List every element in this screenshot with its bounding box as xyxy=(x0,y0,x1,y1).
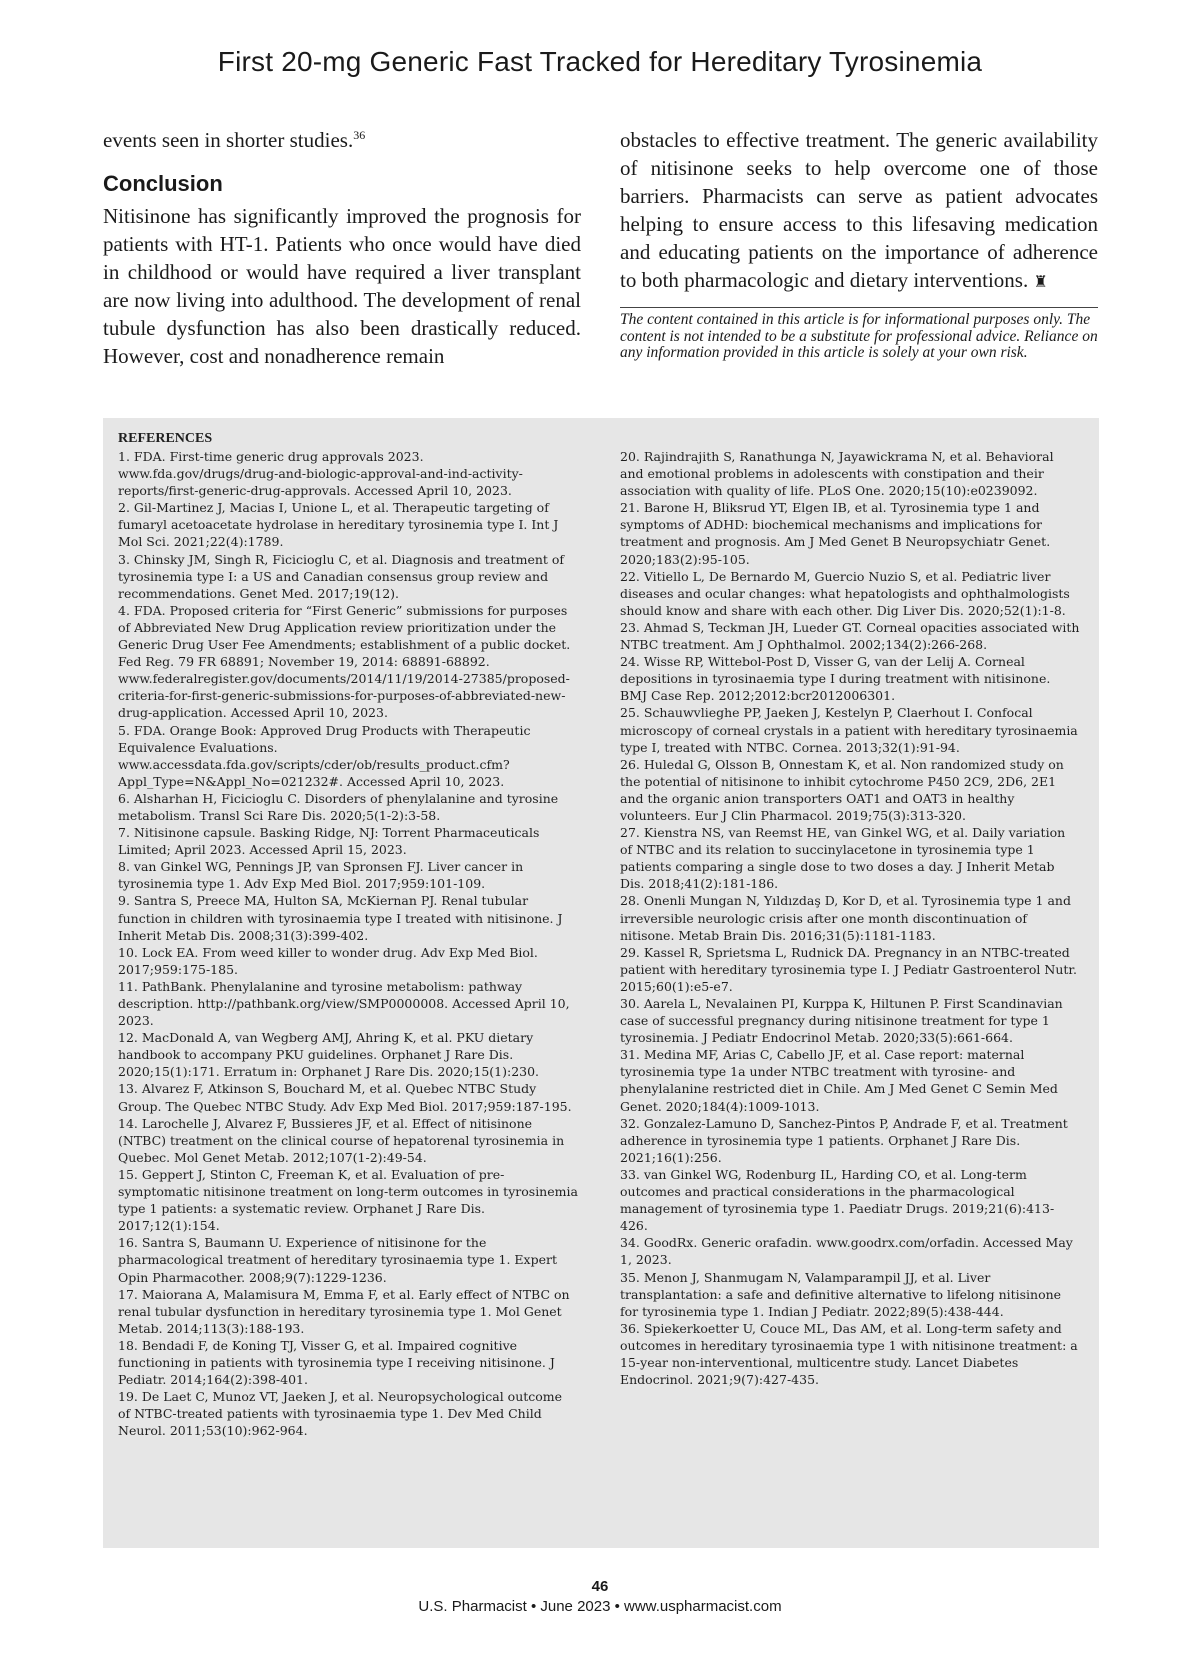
reference-item: 35. Menon J, Shanmugam N, Valamparampil JJ, et al. Liver transplantation: a safe and definitive alternative to lifelong nitisinone for tyrosinemia type 1. Indian J Pediatr. 2022;89(5):438-444. xyxy=(620,1269,1062,1319)
reference-item: 9. Santra S, Preece MA, Hulton SA, McKiernan PJ. Renal tubular function in children with tyrosinaemia type I treated with nitisinone. J Inherit Metab Dis. 2008;31(3):399-402. xyxy=(118,893,563,943)
lead-paragraph xyxy=(103,126,581,154)
reference-item: 22. Vitiello L, De Bernardo M, Guercio Nuzio S, et al. Pediatric liver diseases and ocular changes: what hepatologists and ophthalmologists should know and share with each other. Dig Liver Dis. 2020;52(1):1-8. xyxy=(620,568,1070,618)
end-of-article-icon: ♜ xyxy=(1033,274,1048,291)
article-column-left xyxy=(103,126,581,370)
reference-item: 21. Barone H, Bliksrud YT, Elgen IB, et al. Tyrosinemia type 1 and symptoms of ADHD: biochemical mechanisms and implications for treatment and prognosis. Am J Med Genet B Neuropsychiatr Genet. 2020;183(2):95-105. xyxy=(620,500,1051,567)
conclusion-paragraph-right xyxy=(620,126,1098,297)
article-column-right xyxy=(620,126,1098,362)
conclusion-paragraph-left: Nitisinone has significantly improved the prognosis for patients with HT-1. Patients who once would have died in childhood or would have required a liver transplant are now living into adulthood. The development of renal tubule dysfunction has also been drastically reduced. However, cost and nonadherence remain xyxy=(103,204,581,368)
references-column-right xyxy=(620,448,1080,1388)
references-column-left xyxy=(118,430,578,1439)
references-list-right xyxy=(620,448,1080,1388)
reference-item: 20. Rajindrajith S, Ranathunga N, Jayawickrama N, et al. Behavioral and emotional problems in adolescents with constipation and their association with quality of life. PLoS One. 2020;15(10):e0239092. xyxy=(620,449,1054,499)
reference-item: 12. MacDonald A, van Wegberg AMJ, Ahring K, et al. PKU dietary handbook to accompany PKU guidelines. Orphanet J Rare Dis. 2020;15(1):171. Erratum in: Orphanet J Rare Dis. 2020;15(1):230. xyxy=(118,1030,540,1080)
reference-item: 28. Onenli Mungan N, Yıldızdaş D, Kor D, et al. Tyrosinemia type 1 and irreversible neurologic crisis after one month discontinuation of nitisone. Metab Brain Dis. 2016;31(5):1181-1183. xyxy=(620,893,1071,943)
reference-item: 36. Spiekerkoetter U, Couce ML, Das AM, et al. Long-term safety and outcomes in hereditary tyrosinaemia type 1 with nitisinone treatment: a 15-year non-interventional, multicentre study. Lancet Diabetes Endocrinol. 2021;9(7):427-435. xyxy=(620,1320,1078,1388)
lead-text: events seen in shorter studies. xyxy=(103,128,354,152)
reference-item: 18. Bendadi F, de Koning TJ, Visser G, et al. Impaired cognitive functioning in patients with tyrosinemia type I receiving nitisinone. J Pediatr. 2014;164(2):398-401. xyxy=(118,1337,555,1388)
reference-item: 30. Aarela L, Nevalainen PI, Kurppa K, Hiltunen P. First Scandinavian case of successful pregnancy during nitisinone treatment for type 1 tyrosinemia. J Pediatr Endocrinol Metab. 2020;33(5):661-664. xyxy=(620,996,1063,1046)
references-box xyxy=(103,418,1099,1548)
reference-item: 14. Larochelle J, Alvarez F, Bussieres JF, et al. Effect of nitisinone (NTBC) treatment on the clinical course of hepatorenal tyrosinemia in Quebec. Mol Genet Metab. 2012;107(1-2):49-54. xyxy=(118,1115,565,1165)
reference-item: 24. Wisse RP, Wittebol-Post D, Visser G, van der Lelij A. Corneal depositions in tyrosinaemia type I during treatment with nitisinone. BMJ Case Rep. 2012;2012:bcr2012006301. xyxy=(620,654,1051,704)
reference-item: 26. Huledal G, Olsson B, Onnestam K, et al. Non randomized study on the potential of nitisinone to inhibit cytochrome P450 2C9, 2D6, 2E1 and the organic anion transporters OAT1 and OAT3 in healthy volunteers. Eur J Clin Pharmacol. 2019;75(3):313-320. xyxy=(620,756,1064,823)
reference-item: 23. Ahmad S, Teckman JH, Lueder GT. Corneal opacities associated with NTBC treatment. Am J Ophthalmol. 2002;134(2):266-268. xyxy=(620,619,1080,653)
reference-item: 6. Alsharhan H, Ficicioglu C. Disorders of phenylalanine and tyrosine metabolism. Transl Sci Rare Dis. 2020;5(1-2):3-58. xyxy=(118,790,559,823)
reference-item: 34. GoodRx. Generic orafadin. www.goodrx.com/orfadin. Accessed May 1, 2023. xyxy=(620,1235,1073,1268)
reference-item: 5. FDA. Orange Book: Approved Drug Products with Therapeutic Equivalence Evaluations. www.accessdata.fda.gov/scripts/cder/ob/results_product.cfm?Appl_Type=N&Appl_No=021232#. Accessed April 10, 2023. xyxy=(118,722,531,789)
conclusion-text-right: obstacles to effective treatment. The generic availability of nitisinone seeks to help overcome one of those barriers. Pharmacists can serve as patient advocates helping to ensure access to this lifesaving medication and educating patients on the importance of adherence to both pharmacologic and dietary interventions. xyxy=(620,128,1098,292)
reference-item: 11. PathBank. Phenylalanine and tyrosine metabolism: pathway description. http://pathbank.org/view/SMP0000008. Accessed April 10, 2023. xyxy=(118,978,570,1029)
reference-item: 4. FDA. Proposed criteria for “First Generic” submissions for purposes of Abbreviated New Drug Application review prioritization under the Generic Drug User Fee Amendments; establishment of a public docket. Fed Reg. 79 FR 68891; November 19, 2014: 68891-68892. www.federalregister.gov/documents/2014/11/19/2014-27385/proposed-criteria-for-first-generic-submissions-for-purposes-of-abbreviated-new-drug-application. Accessed April 10, 2023. xyxy=(118,602,571,721)
reference-item: 29. Kassel R, Sprietsma L, Rudnick DA. Pregnancy in an NTBC-treated patient with hereditary tyrosinemia type I. J Pediatr Gastroenterol Nutr. 2015;60(1):e5-e7. xyxy=(620,944,1077,994)
reference-item: 1. FDA. First-time generic drug approvals 2023. www.fda.gov/drugs/drug-and-biologic-approval-and-ind-activity-reports/first-generic-drug-approvals. Accessed April 10, 2023. xyxy=(118,449,523,499)
reference-item: 27. Kienstra NS, van Reemst HE, van Ginkel WG, et al. Daily variation of NTBC and its relation to succinylacetone in tyrosinemia type 1 patients comparing a single dose to two doses a day. J Inherit Metab Dis. 2018;41(2):181-186. xyxy=(620,825,1066,892)
conclusion-heading: Conclusion xyxy=(103,171,223,196)
reference-item: 15. Geppert J, Stinton C, Freeman K, et al. Evaluation of pre-symptomatic nitisinone treatment on long-term outcomes in tyrosinemia type 1 patients: a systematic review. Orphanet J Rare Dis. 2017;12(1):154. xyxy=(118,1166,578,1234)
lead-citation: 36 xyxy=(353,128,366,142)
reference-item: 3. Chinsky JM, Singh R, Ficicioglu C, et al. Diagnosis and treatment of tyrosinemia type I: a US and Canadian consensus group review and recommendations. Genet Med. 2017;19(12). xyxy=(118,551,565,601)
reference-item: 8. van Ginkel WG, Pennings JP, van Spronsen FJ. Liver cancer in tyrosinemia type 1. Adv Exp Med Biol. 2017;959:101-109. xyxy=(118,859,524,892)
reference-item: 31. Medina MF, Arias C, Cabello JF, et al. Case report: maternal tyrosinemia type 1a under NTBC treatment with tyrosine- and phenylalanine restricted diet in Chile. Am J Med Genet C Semin Med Genet. 2020;184(4):1009-1013. xyxy=(620,1047,1058,1114)
page-title: First 20-mg Generic Fast Tracked for Hereditary Tyrosinemia xyxy=(217,46,983,77)
reference-item: 33. van Ginkel WG, Rodenburg IL, Harding CO, et al. Long-term outcomes and practical considerations in the pharmacological management of tyrosinemia type 1. Paediatr Drugs. 2019;21(6):413-426. xyxy=(620,1166,1055,1234)
footer-publication: U.S. Pharmacist • June 2023 • www.uspharmacist.com xyxy=(418,1598,782,1615)
references-heading: REFERENCES xyxy=(118,431,213,446)
reference-item: 2. Gil-Martinez J, Macias I, Unione L, et al. Therapeutic targeting of fumaryl acetoacetate hydrolase in hereditary tyrosinemia type I. Int J Mol Sci. 2021;22(4):1789. xyxy=(118,500,559,550)
reference-item: 19. De Laet C, Munoz VT, Jaeken J, et al. Neuropsychological outcome of NTBC-treated patients with tyrosinaemia type 1. Dev Med Child Neurol. 2011;53(10):962-964. xyxy=(118,1389,563,1439)
reference-item: 13. Alvarez F, Atkinson S, Bouchard M, et al. Quebec NTBC Study Group. The Quebec NTBC Study. Adv Exp Med Biol. 2017;959:187-195. xyxy=(118,1081,572,1114)
reference-item: 7. Nitisinone capsule. Basking Ridge, NJ: Torrent Pharmaceuticals Limited; April 2023. Accessed April 15, 2023. xyxy=(118,825,540,858)
reference-item: 32. Gonzalez-Lamuno D, Sanchez-Pintos P, Andrade F, et al. Treatment adherence in tyrosinemia type 1 patients. Orphanet J Rare Dis. 2021;16(1):256. xyxy=(620,1115,1068,1165)
reference-item: 10. Lock EA. From weed killer to wonder drug. Adv Exp Med Biol. 2017;959:175-185. xyxy=(118,944,538,977)
references-list-left xyxy=(118,448,578,1439)
disclaimer: The content contained in this article is for informational purposes only. The content is not intended to be a substitute for professional advice. Reliance on any information provided in this article is solely at your own risk. xyxy=(620,307,1098,362)
reference-item: 17. Maiorana A, Malamisura M, Emma F, et al. Early effect of NTBC on renal tubular dysfunction in hereditary tyrosinemia type 1. Mol Genet Metab. 2014;113(3):188-193. xyxy=(118,1286,570,1336)
reference-item: 25. Schauwvlieghe PP, Jaeken J, Kestelyn P, Claerhout I. Confocal microscopy of corneal crystals in a patient with hereditary tyrosinaemia type I, treated with NTBC. Cornea. 2013;32(1):91-94. xyxy=(620,705,1078,755)
page-number: 46 xyxy=(591,1578,609,1595)
reference-item: 16. Santra S, Baumann U. Experience of nitisinone for the pharmacological treatment of hereditary tyrosinaemia type 1. Expert Opin Pharmacother. 2008;9(7):1229-1236. xyxy=(118,1235,557,1285)
